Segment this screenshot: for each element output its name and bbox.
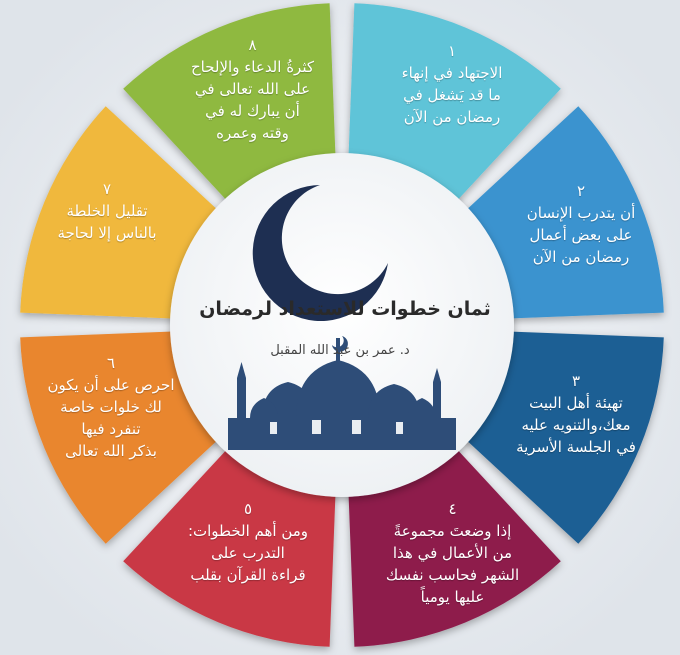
step-4-text: [345, 500, 560, 608]
step-8-number: ٨: [248, 36, 257, 54]
step-5-text: [148, 500, 348, 586]
step-1-number: ١: [447, 42, 457, 60]
step-8-text: [150, 36, 355, 144]
step-1-line-1: الاجتهاد في إنهاء: [401, 64, 503, 82]
step-1-text: [352, 42, 552, 128]
step-6-line-2: لك خلوات خاصة: [60, 398, 162, 416]
step-7-line-1: تقليل الخلطة: [66, 202, 148, 220]
step-4-line-4: عليها يومياً: [420, 588, 485, 606]
step-7-number: ٧: [102, 180, 112, 198]
step-8-line-4: وقته وعمره: [216, 124, 289, 142]
step-6-number: ٦: [106, 354, 116, 372]
step-3-line-3: في الجلسة الأسرية: [516, 438, 636, 456]
step-5-number: ٥: [243, 500, 253, 518]
step-2-line-1: أن يتدرب الإنسان: [526, 204, 636, 222]
step-4-line-1: إذا وضعتَ مجموعةً: [393, 522, 512, 540]
step-4-line-3: الشهر فحاسب نفسك: [385, 566, 520, 584]
step-3-line-2: معك،والتنويه عليه: [521, 416, 631, 434]
step-2-line-3: رمضان من الآن: [532, 248, 630, 266]
step-7-line-2: بالناس إلا لحاجة: [57, 224, 157, 242]
step-3-line-1: تهيئة أهل البيت: [529, 394, 623, 412]
step-8-line-2: على الله تعالى في: [194, 80, 311, 98]
step-8-line-1: كثرةُ الدعاء والإلحاح: [191, 58, 314, 76]
diagram-title: ثمان خطوات للاستعداد لرمضان: [199, 298, 491, 320]
step-5-line-1: ومن أهم الخطوات:: [187, 522, 309, 540]
step-2-line-2: على بعض أعمال: [529, 226, 633, 244]
step-3-text: [492, 372, 660, 458]
step-1-line-3: رمضان من الآن: [403, 108, 501, 126]
step-8-line-3: أن يبارك له في: [205, 102, 300, 120]
step-6-line-3: تنفرد فيها: [81, 420, 141, 438]
step-4-number: ٤: [448, 500, 457, 518]
step-3-number: ٣: [571, 372, 581, 390]
step-2-text: [505, 182, 657, 268]
step-4-line-2: من الأعمال في هذا: [392, 544, 513, 562]
step-2-number: ٢: [576, 182, 586, 200]
step-6-text: [22, 354, 200, 462]
step-5-line-2: التدرب على: [211, 544, 285, 562]
step-5-line-3: قراءة القرآن بقلب: [190, 566, 306, 584]
author-name: د. عمر بن عبد الله المقبل: [270, 343, 410, 358]
step-7-text: [22, 180, 192, 244]
step-6-line-4: بذكر الله تعالى: [65, 442, 157, 460]
step-6-line-1: احرص على أن يكون: [47, 376, 175, 394]
step-1-line-2: ما قد يَشغل في: [403, 86, 501, 104]
